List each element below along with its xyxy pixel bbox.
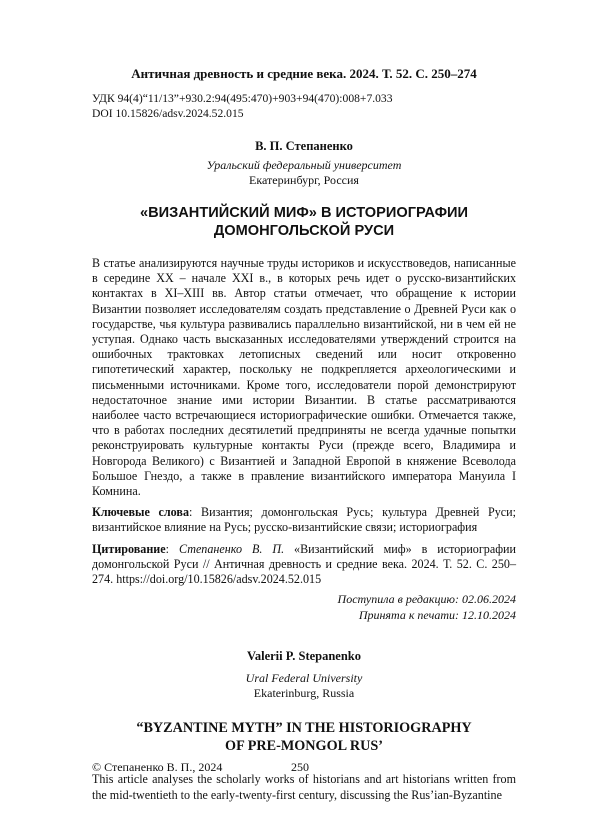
copyright: © Степаненко В. П., 2024 bbox=[92, 760, 222, 775]
article-title-en bbox=[92, 719, 516, 755]
title-ru-line-2: ДОМОНГОЛЬСКОЙ РУСИ bbox=[92, 222, 516, 240]
title-ru-line-1: «ВИЗАНТИЙСКИЙ МИФ» В ИСТОРИОГРАФИИ bbox=[92, 204, 516, 222]
author-name-en: Valerii P. Stepanenko bbox=[92, 649, 516, 664]
article-title-ru bbox=[92, 204, 516, 240]
title-en-line-2: OF PRE-MONGOL RUS’ bbox=[92, 737, 516, 755]
udc-line: УДК 94(4)“11/13”+930.2:94(495:470)+903+94(470):008+7.033 bbox=[92, 91, 516, 106]
keywords-text: : Византия; домонгольская Русь; культура Древней Руси; византийское влияние на Русь; русско-византийские связи; историография bbox=[92, 505, 516, 534]
university-ru: Уральский федеральный университет bbox=[92, 158, 516, 173]
article-page bbox=[92, 66, 516, 803]
citation-text: «Византийский миф» в историографии домонгольской Руси // Античная древность и средние века. 2024. Т. 52. С. 250–274. https://doi.org/10.15826/adsv.2024.52.015 bbox=[92, 542, 516, 586]
accepted-date: Принята к печати: 12.10.2024 bbox=[92, 607, 516, 623]
abstract-en: This article analyses the scholarly works of historians and art historians written from the mid-twentieth to the early-twenty-first century, discussing the Rus’ian-Byzantine bbox=[92, 771, 516, 803]
title-en-line-1: “BYZANTINE MYTH” IN THE HISTORIOGRAPHY bbox=[92, 719, 516, 737]
affiliation-en bbox=[92, 671, 516, 701]
affiliation-ru bbox=[92, 158, 516, 188]
citation-sep: : bbox=[166, 542, 179, 556]
author-name-ru: В. П. Степаненко bbox=[92, 139, 516, 154]
city-en: Ekaterinburg, Russia bbox=[254, 686, 354, 700]
abstract-ru: В статье анализируются научные труды историков и искусствоведов, написанные в середине XX – начале XXI в., в которых речь идет о русско-византийских контактах в XI–XIII вв. Автор статьи отмечает, что обращение к истории Византии позволяет исследователям создать представление о Древней Руси как о государстве, чья культура развивались параллельно византийской, ни в чем ей не уступая. Однако часть высказанных исследователями утверждений строится на ошибочных трактовках летописных сведений или носит откровенно гипотетический характер, поскольку не подкрепляется археологическими и письменными источниками. Кроме того, исследователи порой демонстрируют недостаточное знание ими истории Византии. В статье рассматриваются наиболее часто встречающиеся историографические ошибки. Отмечается также, что в работах последних десятилетий предприняты не всегда удачные попытки реконструировать культурные контакты Руси (прежде всего, Владимира и Новгорода Великого) с Византией и Западной Европой в княжение Всеволода Большое Гнездо, а также в правление византийского императора Мануила I Комнина. bbox=[92, 256, 516, 499]
journal-header: Античная древность и средние века. 2024. Т. 52. С. 250–274 bbox=[92, 66, 516, 82]
page-number: 250 bbox=[0, 760, 600, 775]
citation-author: Степаненко В. П. bbox=[179, 542, 284, 556]
received-date: Поступила в редакцию: 02.06.2024 bbox=[92, 591, 516, 607]
university-en: Ural Federal University bbox=[92, 671, 516, 686]
city-ru: Екатеринбург, Россия bbox=[249, 173, 359, 187]
citation-ru bbox=[92, 542, 516, 588]
doi-line: DOI 10.15826/adsv.2024.52.015 bbox=[92, 106, 516, 121]
citation-label: Цитирование bbox=[92, 542, 166, 556]
keywords-label: Ключевые слова bbox=[92, 505, 189, 519]
keywords-ru bbox=[92, 505, 516, 535]
dates-block bbox=[92, 591, 516, 623]
